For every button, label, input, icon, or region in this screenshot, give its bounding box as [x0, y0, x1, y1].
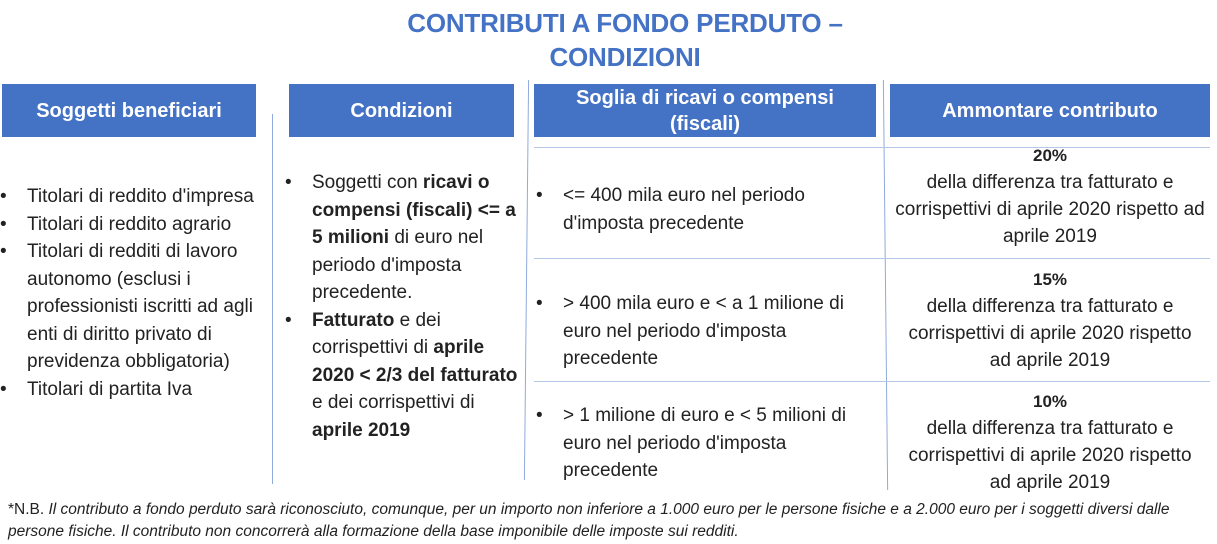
soglia-row-2: • > 400 mila euro e < a 1 milione di euro nel periodo d'imposta precedente — [536, 293, 844, 369]
header-soglia — [534, 84, 876, 137]
percentuale-15: 15% — [1032, 270, 1068, 289]
condizioni-list — [285, 169, 525, 444]
header-ammontare: Ammontare contributo — [890, 84, 1210, 137]
divider-row-2 — [534, 258, 1210, 259]
list-item: • Titolari di partita Iva — [0, 378, 193, 400]
ammontare-text: della differenza tra fatturato e corrispettivi di aprile 2020 rispetto ad aprile 2019 — [908, 418, 1192, 493]
list-item: • Titolari di redditi di lavoro autonomo (esclusi i professionisti iscritti ad agli enti di diritto privato di previdenza obbligatoria) — [0, 241, 253, 372]
title-line-1: CONTRIBUTI A FONDO PERDUTO – — [407, 8, 843, 38]
footnote — [8, 499, 1208, 543]
ammontare-text: della differenza tra fatturato e corrispettivi di aprile 2020 rispetto ad aprile 2019 — [895, 172, 1205, 247]
soglia-row-3: • > 1 milione di euro e < 5 milioni di euro nel periodo d'imposta precedente — [536, 405, 847, 481]
divider-row-3 — [534, 381, 1210, 382]
ammontare-row-2 — [902, 266, 1198, 374]
header-soggetti: Soggetti beneficiari — [2, 84, 256, 137]
beneficiari-list — [0, 183, 262, 403]
list-item: • Titolari di reddito agrario — [0, 213, 232, 235]
percentuale-20: 20% — [1032, 146, 1068, 165]
page-title — [300, 6, 950, 74]
percentuale-10: 10% — [1032, 392, 1068, 411]
ammontare-row-1 — [882, 142, 1217, 250]
ammontare-text: della differenza tra fatturato e corrispettivi di aprile 2020 rispetto ad aprile 2019 — [908, 296, 1192, 371]
ammontare-row-3 — [902, 388, 1198, 496]
soglia-row-1: • <= 400 mila euro nel periodo d'imposta precedente — [536, 185, 805, 234]
divider-col-1 — [272, 114, 273, 484]
header-soglia-line-2: (fiscali) — [669, 112, 741, 135]
header-soglia-line-1: Soglia di ricavi o compensi — [576, 86, 834, 109]
condizione-1: • Soggetti con ricavi o compensi (fiscali) <= a 5 milioni di euro nel periodo d'imposta precedente. — [285, 172, 516, 303]
footnote-prefix: *N.B. — [8, 501, 49, 518]
header-condizioni: Condizioni — [289, 84, 514, 137]
condizione-2: • Fatturato e dei corrispettivi di aprile 2020 < 2/3 del fatturato e dei corrispettivi di aprile 2019 — [285, 309, 518, 441]
list-item: • Titolari di reddito d'impresa — [0, 186, 254, 207]
footnote-text: Il contributo a fondo perduto sarà riconosciuto, comunque, per un importo non inferiore a 1.000 euro per le persone fisiche e a 2.000 euro per i soggetti diversi dalle persone fisiche. Il contributo non concorrerà alla formazione della base imponibile delle imposte sui redditi. — [8, 501, 1170, 540]
title-line-2: CONDIZIONI — [549, 42, 701, 72]
